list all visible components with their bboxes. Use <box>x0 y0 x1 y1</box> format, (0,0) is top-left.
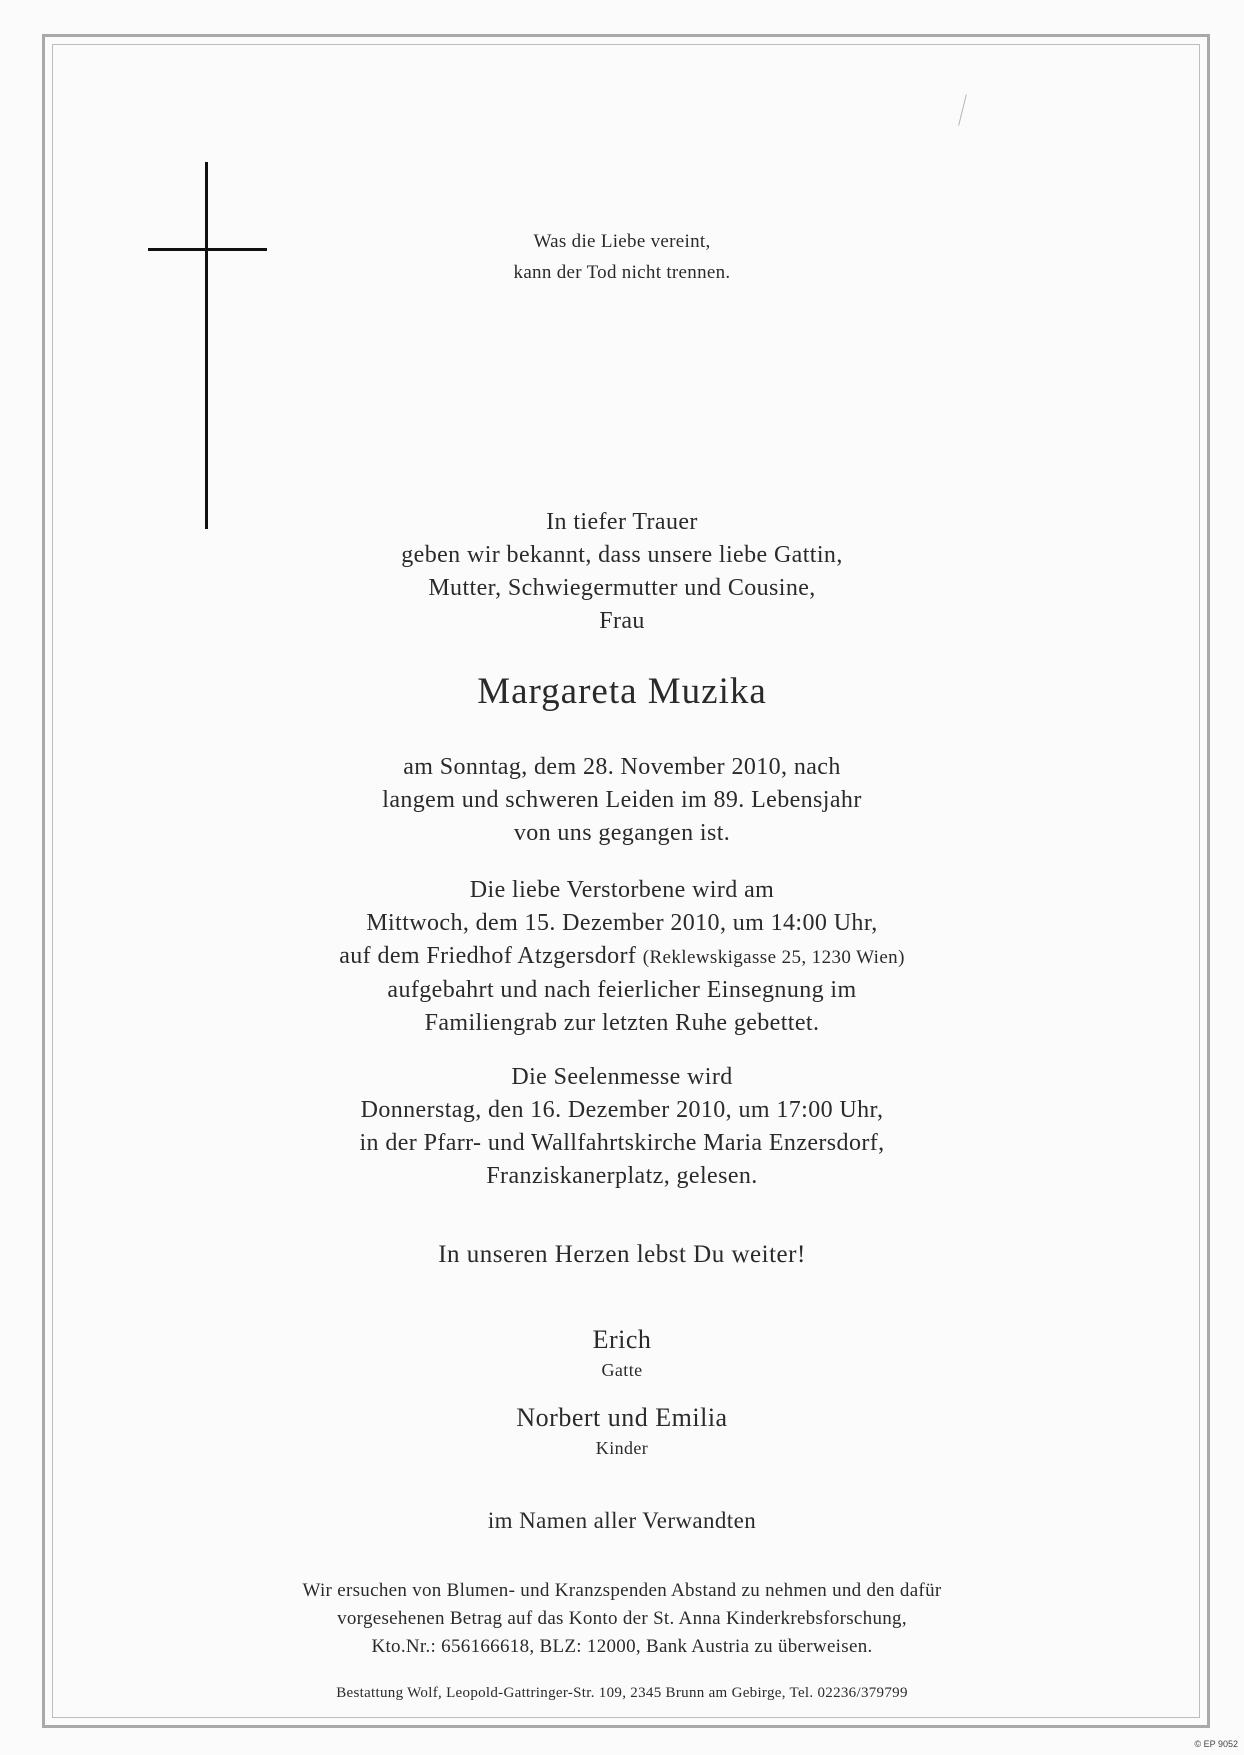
funeral-details <box>140 874 1104 1040</box>
death-line: von uns gegangen ist. <box>513 820 731 846</box>
death-notice <box>140 751 1104 850</box>
cemetery-address: (Reklewskigasse 25, 1230 Wien) <box>642 947 905 968</box>
deceased-name: Margareta Muzika <box>477 671 767 712</box>
death-line: langem und schweren Leiden im 89. Lebensjahr <box>382 787 862 813</box>
funeral-line: Mittwoch, dem 15. Dezember 2010, um 14:00 Uhr, <box>366 910 878 936</box>
mourner-name: Erich <box>592 1325 652 1354</box>
mourner-name: Norbert und Emilia <box>516 1403 728 1432</box>
donation-line: Kto.Nr.: 656166618, BLZ: 12000, Bank Austria zu überweisen. <box>371 1636 873 1657</box>
motto-line: kann der Tod nicht trennen. <box>513 262 731 283</box>
donation-request <box>140 1577 1104 1661</box>
motto-line: Was die Liebe vereint, <box>533 231 711 252</box>
mass-line: Donnerstag, den 16. Dezember 2010, um 17:00 Uhr, <box>360 1097 884 1123</box>
intro-line: Frau <box>599 608 645 634</box>
mourner-role: Kinder <box>595 1438 649 1458</box>
mass-line: Die Seelenmesse wird <box>511 1064 733 1090</box>
relatives-line: im Namen aller Verwandten <box>487 1508 757 1533</box>
requiem-mass <box>140 1061 1104 1193</box>
mass-line: Franziskanerplatz, gelesen. <box>486 1163 758 1189</box>
funeral-line: aufgebahrt und nach feierlicher Einsegnung im <box>387 977 857 1003</box>
funeral-location-line <box>140 940 1104 974</box>
donation-line: vorgesehenen Betrag auf das Konto der St. Anna Kinderkrebsforschung, <box>337 1608 907 1629</box>
closing-phrase: In unseren Herzen lebst Du weiter! <box>438 1241 806 1268</box>
cemetery-name: auf dem Friedhof Atzgersdorf <box>339 943 637 969</box>
mourner-role: Gatte <box>601 1360 643 1380</box>
cross-icon-vertical <box>205 162 208 529</box>
motto <box>140 226 1104 288</box>
print-code: © EP 9052 <box>1194 1739 1238 1749</box>
donation-line: Wir ersuchen von Blumen- und Kranzspenden Abstand zu nehmen und den dafür <box>302 1580 942 1601</box>
announcement-intro <box>140 506 1104 638</box>
death-line: am Sonntag, dem 28. November 2010, nach <box>403 754 841 780</box>
intro-line: Mutter, Schwiegermutter und Cousine, <box>428 575 816 601</box>
intro-line: In tiefer Trauer <box>546 509 698 535</box>
mass-line: in der Pfarr- und Wallfahrtskirche Maria Enzersdorf, <box>359 1130 885 1156</box>
funeral-home-footer: Bestattung Wolf, Leopold-Gattringer-Str. 109, 2345 Brunn am Gebirge, Tel. 02236/379799 <box>336 1685 908 1701</box>
funeral-line: Die liebe Verstorbene wird am <box>469 877 775 903</box>
funeral-line: Familiengrab zur letzten Ruhe gebettet. <box>424 1010 820 1036</box>
intro-line: geben wir bekannt, dass unsere liebe Gattin, <box>401 542 843 568</box>
